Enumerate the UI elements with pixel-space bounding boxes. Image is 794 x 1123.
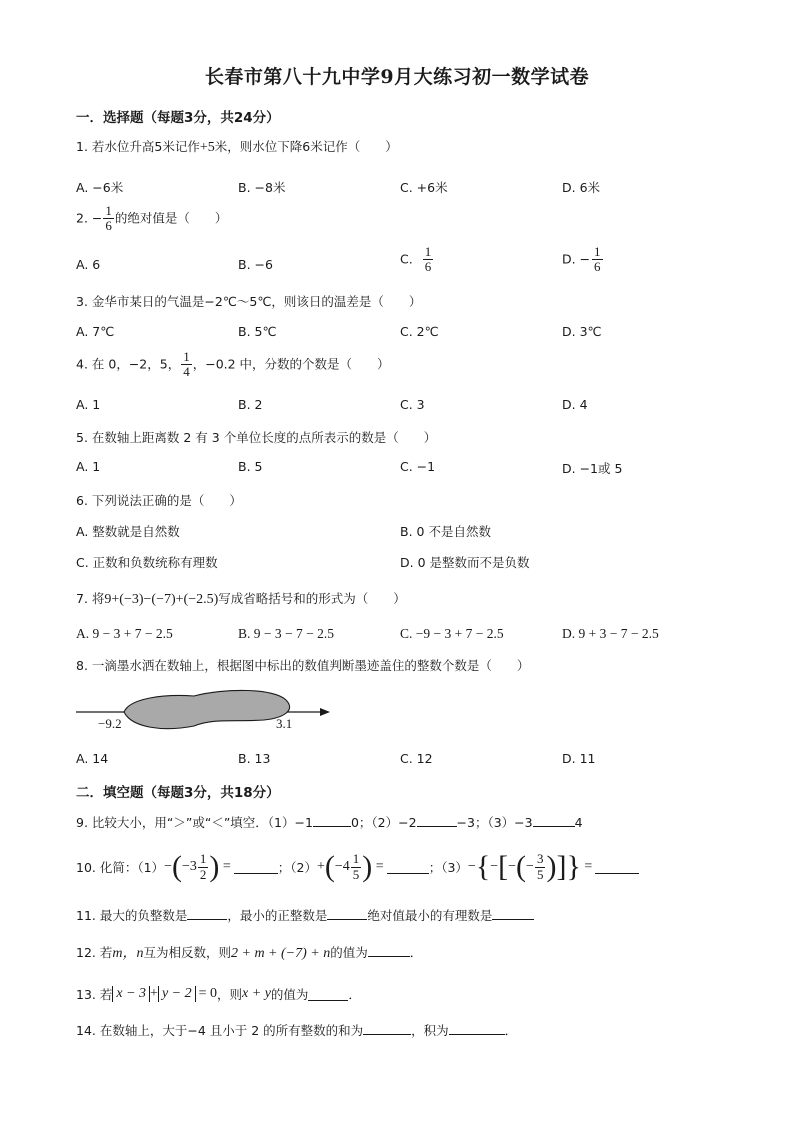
answer-blank[interactable] [313,814,351,827]
question-10 [76,845,639,889]
mixed-whole: −3 [181,859,197,875]
question-12-variables: m，n [112,946,144,961]
question-3-option-a: A. 7℃ [76,324,115,339]
question-7-expression: 9+(−3)−(−7)+(−2.5) [104,592,219,607]
question-5-option-c: C. −1 [400,459,436,474]
page-title: 长春市第八十九中学9月大练习初一数学试卷 [204,66,590,88]
question-1-text-a: 1. 若水位升高5米记作 [76,139,200,154]
question-12-expression: 2 + m + (−7) + n [231,946,331,961]
question-1-text-b: 米，则水位下降6米记作（ ） [214,139,398,154]
question-6-option-a: A. 整数就是自然数 [76,524,180,539]
question-5-option-d: D. −1或 5 [562,461,623,476]
question-4 [76,350,390,380]
option-d-label: D. − [562,251,591,267]
question-3-option-c: C. 2℃ [400,324,439,339]
question-7-option-b: B. 9 − 3 − 7 − 2.5 [238,626,334,641]
question-1-math: +5 [199,140,215,155]
question-12 [76,942,422,962]
question-9-text-b: 0；（2）−2 [350,815,417,830]
question-5-option-b: B. 5 [238,459,263,474]
question-9-text-d: 4 [574,815,583,830]
fraction-denominator: 5 [352,866,360,882]
question-1-option-d: D. 6米 [562,180,601,195]
fraction-denominator: 2 [199,866,207,882]
question-4-option-d: D. 4 [562,397,588,412]
question-10-expr-1: −(−3 $\frac{1}{2}$ ) = [164,850,231,883]
question-7 [76,589,406,608]
question-4-option-b: B. 2 [238,397,263,412]
question-11-text-a: 11. 最大的负整数是 [76,908,188,923]
question-4-option-a: A. 1 [76,397,101,412]
question-14-text-a: 14. 在数轴上，大于−4 且小于 2 的所有整数的和为 [76,1023,364,1038]
answer-blank[interactable] [492,907,534,920]
answer-blank[interactable] [363,1022,411,1035]
question-4-fraction [181,350,192,380]
fraction-denominator: 6 [105,218,112,234]
question-9-text-c: −3；（3）−3 [456,815,533,830]
question-13-text-b: ，则 [217,987,243,1002]
question-12-text-b: 互为相反数，则 [143,945,231,960]
fraction-numerator: 1 [424,244,432,259]
question-13-text-c: 的值为 [270,987,309,1002]
answer-blank[interactable] [533,814,575,827]
question-12-text-d: ． [409,945,423,960]
answer-blank[interactable] [327,907,367,920]
absolute-value-2: y − 2 [158,986,196,1002]
question-8-option-a: A. 14 [76,751,109,766]
question-3: 3. 金华市某日的气温是−2℃～5℃，则该日的温差是（ ） [76,294,422,309]
fraction-numerator: 1 [594,244,601,259]
question-2-option-b: B. −6 [238,257,273,272]
answer-blank[interactable] [308,988,348,1001]
question-2-option-d [562,245,604,275]
answer-blank[interactable] [187,907,227,920]
number-line-right-label: 3.1 [276,716,293,731]
question-11-text-b: ，最小的正整数是 [227,908,328,923]
question-13-text-a: 13. 若 [76,987,113,1002]
question-11-text-c: 绝对值最小的有理数是 [367,908,493,923]
question-6-option-d: D. 0 是整数而不是负数 [400,555,530,570]
answer-blank[interactable] [449,1022,505,1035]
option-d-fraction [592,245,603,275]
answer-blank[interactable] [387,861,429,874]
answer-blank[interactable] [368,944,410,957]
question-6: 6. 下列说法正确的是（ ） [76,493,242,508]
nested-fraction [535,852,546,882]
fraction-numerator: 3 [536,851,544,867]
question-5-option-a: A. 1 [76,459,101,474]
absolute-value-1: x − 3 [112,986,150,1002]
question-4-option-c: C. 3 [400,397,425,412]
mixed-fraction [198,852,209,882]
fraction-denominator: 5 [536,866,544,882]
question-5: 5. 在数轴上距离数 2 有 3 个单位长度的点所表示的数是（ ） [76,430,437,445]
equals-zero: = 0 [198,986,218,1001]
question-8-option-c: C. 12 [400,751,433,766]
answer-blank[interactable] [234,861,278,874]
number-line-left-label: −9.2 [98,716,122,731]
plus-sign: + [150,986,158,1001]
question-14-text-b: ，积为 [411,1023,449,1038]
question-2-prefix: 2. − [76,210,103,226]
question-1-option-b: B. −8米 [238,180,286,195]
question-13-expression: x + y [242,986,271,1001]
question-10-text-b: ；（2） [277,860,317,875]
question-8: 8. 一滴墨水洒在数轴上，根据图中标出的数值判断墨迹盖住的整数个数是（ ） [76,658,530,673]
fraction-denominator: 4 [183,364,190,380]
question-7-option-d: D. 9 + 3 − 7 − 2.5 [562,626,659,641]
option-c-label: C. [400,251,413,267]
fraction-numerator: 1 [105,203,112,218]
mixed-whole: −4 [334,859,350,875]
question-7-text-b: 写成省略括号和的形式为（ ） [218,591,406,606]
question-8-option-d: D. 11 [562,751,596,766]
question-3-option-b: B. 5℃ [238,324,277,339]
question-3-option-d: D. 3℃ [562,324,602,339]
number-line-arrow [320,708,330,716]
fraction-numerator: 1 [199,851,207,867]
question-14-text-c: ． [504,1023,518,1038]
question-10-expr-3: −{−[−(− $\frac{3}{5}$ )]} = [467,850,593,883]
question-14 [76,1021,517,1039]
question-13 [76,985,361,1003]
question-4-text-a: 4. 在 0，−2，5， [76,356,181,372]
question-10-text-a: 10. 化简：（1） [76,860,165,875]
question-6-option-c: C. 正数和负数统称有理数 [76,555,218,570]
question-12-text-c: 的值为 [330,945,368,960]
question-9-text-a: 9. 比较大小，用“＞”或“＜”填空．（1）−1 [76,815,313,830]
question-8-option-b: B. 13 [238,751,271,766]
section-heading-fill: 二．填空题（每题3分，共18分） [76,785,280,801]
answer-blank[interactable] [417,814,457,827]
question-1-option-a: A. −6米 [76,180,124,195]
option-c-fraction [423,245,434,275]
question-7-text-a: 7. 将 [76,591,105,606]
question-2-fraction [103,204,114,234]
question-12-text-a: 12. 若 [76,945,113,960]
question-2-option-a: A. 6 [76,257,101,272]
question-10-text-c: ；（3） [428,860,468,875]
question-7-option-c: C. −9 − 3 + 7 − 2.5 [400,626,504,641]
question-13-text-d: ． [348,987,361,1002]
question-2-text: 的绝对值是（ ） [114,210,228,226]
ink-blot [124,690,290,728]
fraction-denominator: 6 [424,259,432,275]
question-10-expr-2: +(−4 $\frac{1}{5}$ ) = [316,850,384,883]
answer-blank[interactable] [595,861,639,874]
question-1-option-c: C. +6米 [400,180,448,195]
question-7-option-a: A. 9 − 3 + 7 − 2.5 [76,626,173,641]
question-4-text-b: ，−0.2 中，分数的个数是（ ） [192,356,390,372]
mixed-fraction [351,852,362,882]
fraction-denominator: 6 [594,259,601,275]
fraction-numerator: 1 [352,851,360,867]
question-6-option-b: B. 0 不是自然数 [400,524,491,539]
question-11 [76,906,534,924]
fraction-numerator: 1 [183,349,190,364]
question-2 [76,204,227,234]
question-1 [76,137,398,156]
section-heading-choice: 一．选择题（每题3分，共24分） [76,110,280,126]
question-2-option-c [400,245,434,275]
question-9 [76,813,583,831]
